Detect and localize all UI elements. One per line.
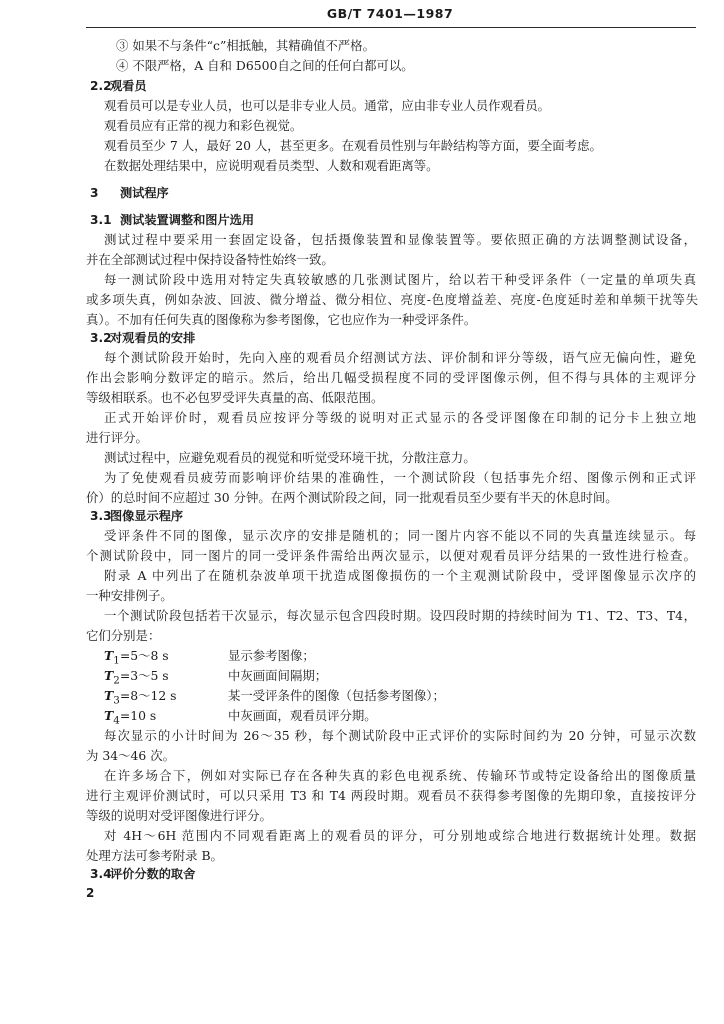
page-number: 2 (86, 886, 95, 900)
paragraph-line: 等级相联系。也不必包罗受评失真量的高、低限范围。 (86, 390, 384, 405)
paragraph: 观看员可以是专业人员，也可以是非专业人员。通常，应由非专业人员作观看员。 (104, 98, 551, 113)
section-number: 3.1 (90, 213, 112, 227)
section-number: 3.4 (90, 867, 112, 881)
standard-number-header: GB/T 7401—1987 (326, 6, 454, 21)
paragraph-line: 进行评分。 (86, 430, 148, 445)
timing-value: =8～12 s (119, 688, 177, 703)
section-title: 图像显示程序 (110, 509, 184, 523)
paragraph: 观看员应有正常的视力和彩色视觉。 (104, 118, 303, 133)
timing-value: =3～5 s (119, 668, 169, 683)
section-number: 2.2 (90, 79, 112, 93)
timing-value: =5～8 s (119, 648, 169, 663)
section-3-3-heading (90, 508, 183, 524)
section-title: 测试装置调整和图片选用 (120, 213, 255, 227)
section-number: 3.3 (90, 509, 112, 523)
section-2-2-heading (90, 78, 147, 94)
paragraph: 观看员至少 7 人，最好 20 人，甚至更多。在观看员性别与年龄结构等方面，要全面考虑。 (104, 138, 602, 153)
paragraph-line: 价）的总时间不应超过 30 分钟。在两个测试阶段之间，同一批观看员至少要有半天的休息时间。 (86, 490, 618, 505)
paragraph-line: 并在全部测试过程中保持设备特性始终一致。 (86, 252, 334, 267)
header-rule (86, 27, 696, 28)
paragraph-line: 每一测试阶段中选用对特定失真较敏感的几张测试图片，给以若干种受评条件（一定量的单项失真 (104, 272, 696, 287)
item-4: ④ 不限严格，A 自和 D6500自之间的任何白都可以。 (116, 58, 414, 73)
section-title: 对观看员的安排 (110, 331, 196, 345)
section-title: 测试程序 (120, 186, 169, 200)
timing-symbol: T (104, 688, 114, 703)
timing-subscript: 4 (113, 714, 120, 727)
timing-value: =10 s (119, 708, 157, 723)
section-3-1-heading (90, 212, 254, 228)
section-number: 3.2 (90, 331, 112, 345)
timing-row (104, 708, 156, 728)
timing-subscript: 3 (113, 694, 120, 707)
timing-symbol: T (104, 708, 114, 723)
paragraph-line: 作出会影响分数评定的暗示。然后，给出几幅受损程度不同的受评图像示例，但不得与具体的主观评分 (86, 370, 696, 385)
timing-description: 某一受评条件的图像（包括参考图像）； (228, 688, 445, 703)
paragraph-line: 每次显示的小计时间为 26～35 秒，每个测试阶段中正式评价的实际时间约为 20 分钟，可显示次数 (104, 728, 696, 743)
paragraph-line: 测试过程中要采用一套固定设备，包括摄像装置和显像装置等。要依照正确的方法调整测试设备， (104, 232, 696, 247)
section-3-heading (90, 185, 169, 201)
timing-symbol: T (104, 668, 114, 683)
timing-row (104, 668, 169, 688)
paragraph-line: 附录 A 中列出了在随机杂波单项干扰造成图像损伤的一个主观测试阶段中，受评图像显示次序的 (104, 568, 696, 583)
paragraph-line: 或多项失真，例如杂波、回波、微分增益、微分相位、亮度-色度增益差、亮度-色度延时差和单频干扰等失 (86, 292, 698, 307)
section-number: 3 (90, 186, 99, 200)
timing-description: 中灰画面，观看员评分期。 (228, 708, 377, 723)
section-3-4-heading (90, 866, 195, 882)
timing-symbol: T (104, 648, 114, 663)
paragraph-line: 每个测试阶段开始时，先向入座的观看员介绍测试方法、评价制和评分等级，语气应无偏向性，避免 (104, 350, 696, 365)
paragraph-line: 一种安排例子。 (86, 588, 173, 603)
timing-row (104, 648, 169, 668)
paragraph-line: 它们分别是： (86, 628, 161, 643)
paragraph: 在数据处理结果中，应说明观看员类型、人数和观看距离等。 (104, 158, 439, 173)
timing-row (104, 688, 177, 708)
paragraph-line: 一个测试阶段包括若干次显示，每次显示包含四段时期。设四段时期的持续时间为 T1、T2、T3、T4， (104, 608, 696, 623)
section-title: 观看员 (110, 79, 147, 93)
paragraph-line: 受评条件不同的图像，显示次序的安排是随机的；同一图片内容不能以不同的失真量连续显示。每 (104, 528, 696, 543)
section-3-2-heading (90, 330, 195, 346)
paragraph-line: 正式开始评价时，观看员应按评分等级的说明对正式显示的各受评图像在印制的记分卡上独立地 (104, 410, 696, 425)
paragraph-line: 处理方法可参考附录 B。 (86, 848, 223, 863)
timing-description: 中灰画面间隔期； (228, 668, 328, 683)
paragraph-line: 测试过程中，应避免观看员的视觉和听觉受环境干扰，分散注意力。 (104, 450, 476, 465)
section-title: 评价分数的取舍 (110, 867, 196, 881)
timing-subscript: 1 (113, 654, 120, 667)
paragraph-line: 个测试阶段中，同一图片的同一受评条件需给出两次显示，以便对观看员评分结果的一致性进行检查。 (86, 548, 696, 563)
paragraph-line: 为 34～46 次。 (86, 748, 175, 763)
item-3: ③ 如果不与条件“c”相抵触，其精确值不严格。 (116, 38, 375, 53)
paragraph-line: 真）。不加有任何失真的图像称为参考图像，它也应作为一种受评条件。 (86, 312, 477, 327)
timing-subscript: 2 (113, 674, 120, 687)
paragraph-line: 对 4H～6H 范围内不同观看距离上的观看员的评分，可分别地或综合地进行数据统计处理。数据 (104, 828, 696, 843)
paragraph-line: 等级的说明对受评图像进行评分。 (86, 808, 272, 823)
paragraph-line: 在许多场合下，例如对实际已存在各种失真的彩色电视系统、传输环节或特定设备给出的图像质量 (104, 768, 696, 783)
paragraph-line: 为了免使观看员疲劳而影响评价结果的准确性，一个测试阶段（包括事先介绍、图像示例和正式评 (104, 470, 696, 485)
paragraph-line: 进行主观评价测试时，可以只采用 T3 和 T4 两段时期。观看员不获得参考图像的先期印象，直接按评分 (86, 788, 696, 803)
timing-description: 显示参考图像； (228, 648, 315, 663)
